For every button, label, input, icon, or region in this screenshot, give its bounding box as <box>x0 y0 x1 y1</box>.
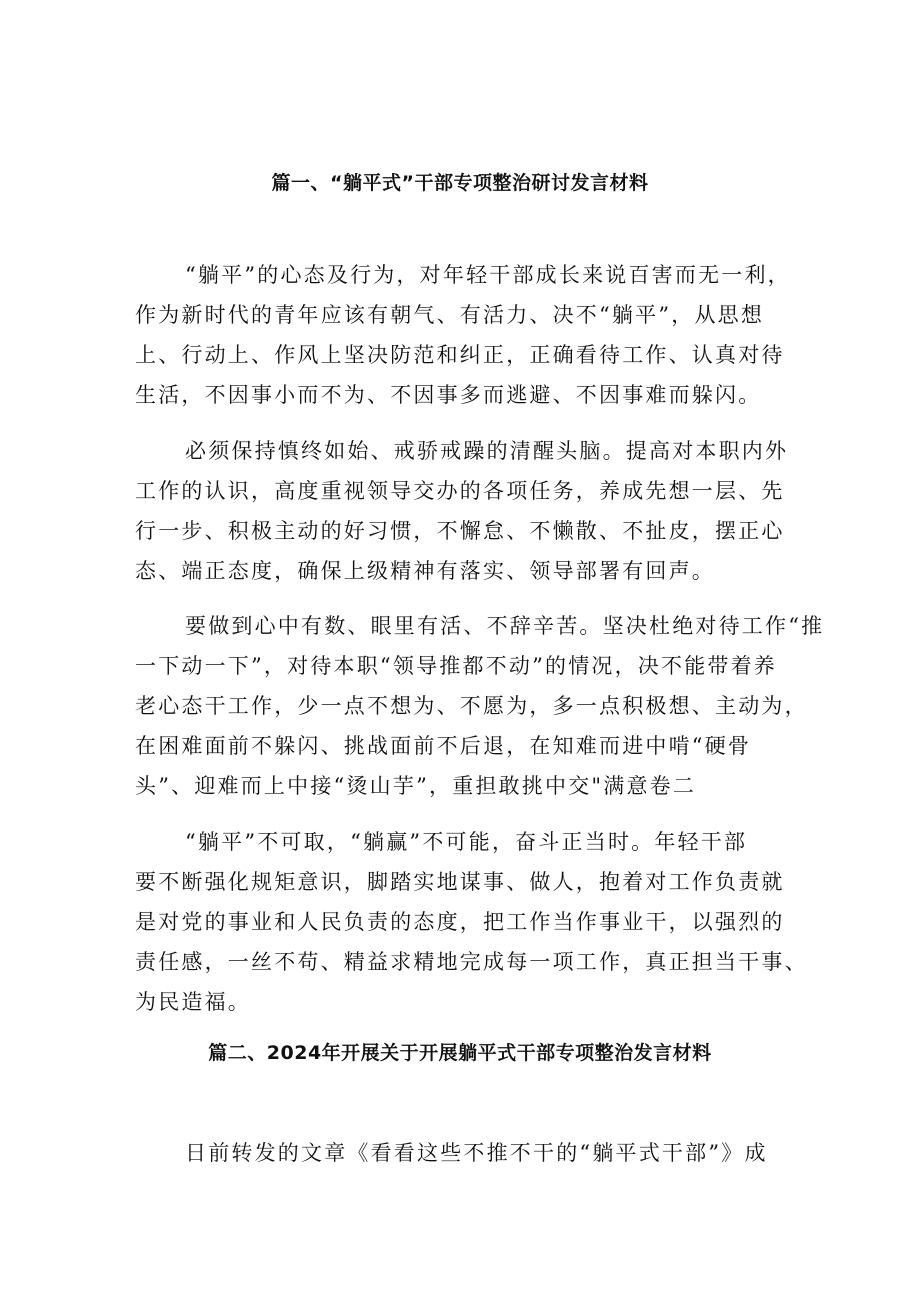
paragraph-line: 要做到心中有数、眼里有活、不辞辛苦。坚决杜绝对待工作“推 <box>185 614 825 638</box>
paragraph-line: 老心态干工作，少一点不想为、不愿为，多一点积极想、主动为， <box>135 694 808 718</box>
paragraph-line: 态、端正态度，确保上级精神有落实、领导部署有回声。 <box>135 559 715 583</box>
section-heading-2: 篇二、2024年开展关于开展躺平式干部专项整治发言材料 <box>208 1042 712 1064</box>
paragraph-line: 日前转发的文章《看看这些不推不干的“躺平式干部”》成 <box>185 1141 768 1165</box>
paragraph-line: 行一步、积极主动的好习惯，不懈怠、不懒散、不扯皮，摆正心 <box>135 519 785 543</box>
paragraph-line: “躺平”的心态及行为，对年轻干部成长来说百害而无一利， <box>185 263 791 287</box>
paragraph-line: 要不断强化规矩意识，脚踏实地谋事、做人，抱着对工作负责就 <box>135 870 785 894</box>
paragraph-line: 生活，不因事小而不为、不因事多而逃避、不因事难而躲闪。 <box>135 383 762 407</box>
paragraph-line: 上、行动上、作风上坚决防范和纠正，正确看待工作、认真对待 <box>135 343 785 367</box>
paragraph-line: 工作的认识，高度重视领导交办的各项任务，养成先想一层、先 <box>135 479 785 503</box>
paragraph-line: 在困难面前不躲闪、挑战面前不后退，在知难而进中啃“硬骨 <box>135 734 752 758</box>
paragraph-line: 责任感，一丝不苟、精益求精地完成每一项工作，真正担当干事、 <box>135 950 808 974</box>
paragraph-line: “躺平”不可取，“躺赢”不可能，奋斗正当时。年轻干部 <box>185 830 748 854</box>
paragraph-line: 必须保持慎终如始、戒骄戒躁的清醒头脑。提高对本职内外 <box>185 439 789 463</box>
paragraph-line: 一下动一下”，对待本职“领导推都不动”的情况，决不能带着养 <box>135 654 778 678</box>
paragraph-3 <box>135 606 825 806</box>
paragraph-2 <box>135 431 795 591</box>
paragraph-line: 为民造福。 <box>135 990 251 1014</box>
paragraph-4 <box>135 822 808 1022</box>
paragraph-1 <box>135 255 795 415</box>
section-heading-1: 篇一、“躺平式”干部专项整治研讨发言材料 <box>271 172 649 194</box>
paragraph-5 <box>135 1133 795 1173</box>
paragraph-line: 是对党的事业和人民负责的态度，把工作当作事业干，以强烈的 <box>135 910 785 934</box>
paragraph-line: 作为新时代的青年应该有朝气、有活力、决不“躺平”，从思想 <box>135 303 765 327</box>
paragraph-line: 头”、迎难而上中接“烫山芋”，重担敢挑中交"满意卷二 <box>135 774 697 798</box>
